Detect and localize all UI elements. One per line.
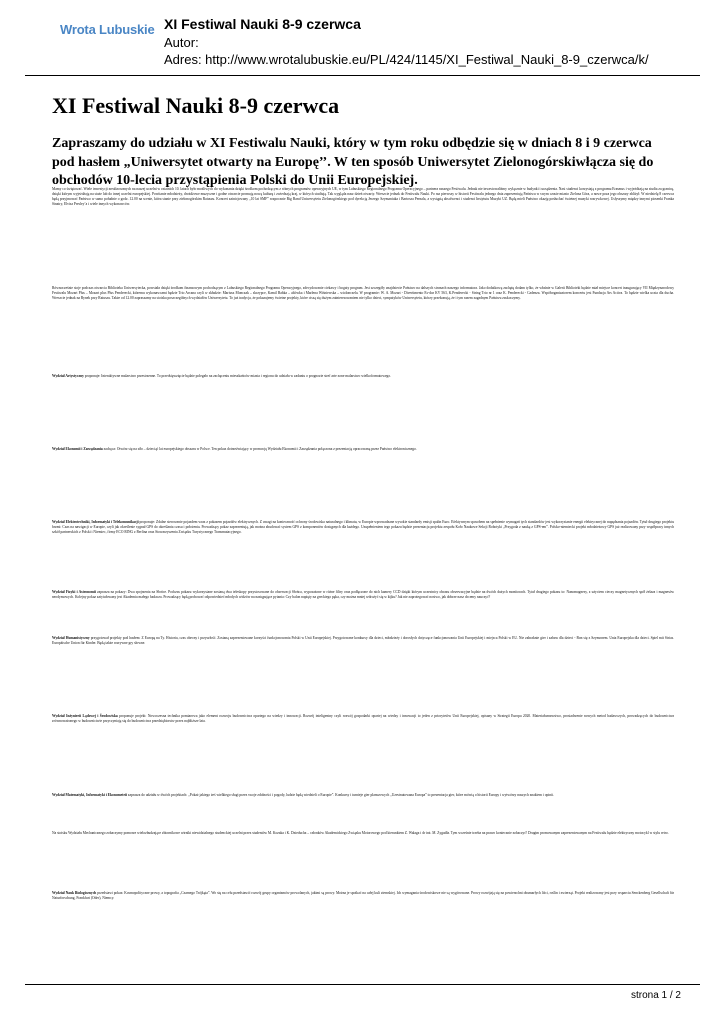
footer-divider	[25, 984, 700, 985]
faculty-description: zaprasza do udziału w dwóch projektach: „Pokaż jakiego żeś wielkiego sługi przez swoje zdolności i pogody, ludzie będą wiedzieli o Europie”. Konkursy i turnieje gier planszowych „Uzestnutowana Europa” to prezentacja gier, które mówią o historii Europy i wytwórzy naszych znakiem i opinii.	[127, 793, 554, 797]
header-divider	[25, 75, 700, 76]
paragraph-humanities-faculty	[52, 636, 674, 646]
faculty-description: proponuje projekt: Nowoczesna technika pomiarowa jako element rozwoju budownictwa opartego na wiedzy i innowacji. Rozwój inteligentny czyli rozwój gospodarki opartej na wiedzy i innowacji to jeden z priorytetów Unii Europejskiej, opisany w Strategii Europa 2020. Materiałoznawstwo, prosiadrzenie nowych metod badawczych, prowadzących do budownictwa zrównoważonego w budownictwie przyczyniają się do budownictwa przedsiębiorstw przez najbliższe lata.	[52, 714, 675, 724]
faculty-description: zachęca: Otwórz się na siło – dzieciąć lat europejskiego obszaru w Polsce. Ten pokaz dotrzeźwiający w promocję Wydziału Ekonomii i Zarządzania połączona z prezentacją opracowaną przez Państwo elektronicznego.	[102, 447, 417, 451]
faculty-description: przedstawi pokaz: Kosmopolityczne prowy, a topografia „Czarnego Trójkąta”. Wo się na celu przedstawić rozwój grupy organizmów prowolanych, jakimi są prowy. Można je spotkać na całej kuli ziemskiej. Ich wymagania środowiskowe nie są wygórowane. Prowy rozwijają się na powierzchni obumarłych liści, roślin i zwierząt. Projekt realizowany jest przy wsparciu Senckenberg Gesellschaft für Naturforschung, Frankfurt (Oder), Niemcy.	[52, 891, 674, 901]
article-lead: Zapraszamy do udziału w XI Festiwalu Nauki, który w tym roku odbędzie się w dniach 8 i 9 czerwca pod hasłem „Uniwersytet otwarty na Europę’’. W ten sposób Uniwersytet Zielonogórskiwłącza się do obchodów 10-lecia przystąpienia Polski do Unii Europejskiej.	[52, 136, 654, 188]
faculty-description: proponuje: Zdalne sterowanie pojazdem wraz z pokazem pojazdów elektrycznych. Z uwagi na konieczność ochrony środowiska naturalnego i klimatu, w Europie wprowadzane wysokie standardy emisji spalin Euro. Efektywnym sposobem na spełnienie wymagań tych standardów jest wykorzystanie energii elektrycznej do napędzania pojazdów. Tytuł drugiego projektu brzmi: Czas na nawigacji w Europie, czyli jak określenie sygnał GPS do określania czasu i położenia. Prowadzący pokaz zaprezentują, jak można zbudować system GPS z komponentów dostępnych dla każdego. Uzupełnieniem tego pokazu będzie prezentacja projektu zespołu Koło Naukowe Sekcji Robotyki „Przygoda z nauką z GPS-em”. Polsko-niemiecki projekt młodzieżowy GPS już realizowany przy współpracy innych szkół partnerskich z Polski i Niemiec, firmy ECO RING z Berlina oraz Stowarzyszenia Związku Turystycznego Transmutacyjnego.	[52, 520, 674, 535]
page-number: strona 1 / 2	[630, 990, 681, 1001]
paragraph-civil-engineering-faculty	[52, 714, 674, 724]
faculty-name: Wydział Nauk Biologicznych	[52, 891, 97, 895]
paragraph-biology-faculty	[52, 891, 674, 901]
faculty-description: proponuje: Interaktywne malarstwo przestrzenne. To przedsięwzięcie będzie polegało na zachęceniu mieszkańców miasta i regionu do udziału w zadaniu o prognozie stref arte zone malarstwo wielkoformatowego.	[83, 374, 392, 378]
paragraph-mathematics-faculty	[52, 793, 674, 798]
header-address: Adres: http://www.wrotalubuskie.eu/PL/424/1145/XI_Festiwal_Nauki_8-9_czerwca/k/	[164, 52, 649, 67]
faculty-description: przygotował projekty pod hasłem: Z Europą na Ty. Historia, czas obecny i przyszłość. Zostaną zaprezentowane korzyści funkcjonowania Polski w Unii Europejskiej. Przygotowane konkursy dla dzieci, młodzieży i dorosłych dotyczące funkcjonowania Unii Europejskiej i miejsca Polski w EU. Nie zabraknie gier i zabaw dla dzieci - Bon się z Szymonem. Unia Europejska dla dzieci. Spiel mit Strias. Europäische Union für Kinder. Będą także rozrywne gry słowne.	[52, 636, 674, 646]
header-meta	[164, 16, 649, 69]
faculty-name: Wydział Ekonomii i Zarządzania	[52, 447, 103, 451]
site-logo: Wrota Lubuskie	[60, 22, 155, 37]
faculty-name: Wydział Artystyczny	[52, 374, 84, 378]
paragraph-library: Równocześnie stoje podczas otwarcia Biblioteka Uniwersytecka, powstała dzięki środkom finansowym pochodzącym z Lubuskiego Regionalnego Programu Operacyjnego, zdecydowanie ciekawy i bogaty program. Jest szczegóły znajdziecie Państwo na dalszych stronach naszego informatora. Jako dodatkową zachętę dodam tylko, że właśnie w Galerii Biblioteki będzie miał miejsce koncert inaugurujący VII Międzynarodowy Festiwalu Mozart Plus – Mozart plus Plus Penderecki, któremu wykonawcami będzie Trio Arcana czyli w składzie: Mariusz Monczak – skrzypce, Kamil Babka – altówka i Marlena Wiśniewska – wiolonczela. W programie: W. A. Mozart - Divertimento Es-dur KV 563, K.Penderecki - String Trio nr 1 oraz K. Penderecki - Cadenza. Współorganizatorem koncertu jest Fundacja Ars Activa. To będzie wielka uczta dla ducha. Wreszcie jednak na Rynek przy Ratuszu. Także od 12.00 zapraszamy na stoiska poszczególnych wydziałów Uniwersytetu. To już tradycja, że pokazujemy świetne projekty, które ciszą się dużym zainteresowaniem nie tylko dzieci, sympatyków Uniwersytetu, którzy przekonują, że i tym razem zagadnym Państwu zaskoczymy.	[52, 286, 674, 301]
document-header	[0, 0, 725, 75]
header-author: Autor:	[164, 34, 199, 50]
faculty-name: Wydział Elektrotechniki, Informatyki i Telekomunikacji	[52, 520, 139, 524]
faculty-name: Wydział Fizyki i Astronomii	[52, 590, 96, 594]
faculty-description: zaprasza na pokazy: Dwa spojrzenia na Słońce. Podczas pokazu wykorzystane zostaną dwa teleskopy przystosowane do obserwacji Słońca, wyposażone w różne filtry oraz podłączone do nich kamery CCD dzięki którym uczestnicy obrazu obserwacyjne będzie na dwóch dużych monitorach. Tytuł drugiego pokazu to: Nanomagnesy, z użyciem cieczy magnetycznych spół żelaza i magnesów neodymowych. Kolejny pokaz zatytułowany jest Akademia małego badacza. Prowadzący będą probować odpowiedzieć młodych widzów na następujące pytania: Czy balon napięty na greckiego pęka, czy można mniej wdrożyć się w kijku? Jak nie zaprotegować nosiwo, jak dobrze nasz chcemy nauczyć?	[52, 590, 674, 600]
faculty-name: Wydział Humanistyczny	[52, 636, 90, 640]
paragraph-electrical-faculty	[52, 520, 674, 535]
faculty-description: Na stoisku Wydziału Mechanicznego zobaczymy pomorze wielozbudzające zbiornikowe wirniki niewidzialnego studenckiej uczelni przez studentów M. Kozaka i K. Dzieducha – członków Akademickiego Związku Motorowego pod kierunkiem Z. Walaga i dr inż. M. Zygadła. Tym wcześnie trzeba na prawo koniecznie zobaczyć! Drugim promowanym zaprezentowanym na Festiwalu będzie elektryczny motocykl w stylu retro.	[52, 831, 669, 835]
header-title: XI Festiwal Nauki 8-9 czerwca	[164, 16, 361, 32]
paragraph-intro: Mamy co świętować. Wiele inwestycji zrealizowanych na naszej uczelni w ostatnich 10. latach było możliwych do wykonania dzięki środkom pochodzącym z różnych programów operacyjnych UE, w tym Lubuskiego Regionalnego Programu Operacyjnego – partnera naszego Festiwalu. Jednak nie inwestowaliśmy wyłącznie w budynki i urządzenia. Nasi studenci korzystają z programu Erasmus i wyjeżdżają na studia za granicę, dzięki którym wyjeżdżają na staże lub do innej uczelni europejskiej. Powitanie młodzieży, drożdżowe muzyczne i godne otwarcie promują nową kulturę i zwiedzają kraj, w których studiują. Tak wygląda nasz dzień otwarty. Wreszcie jednak do Festiwalu Nauki. Po raz pierwszy w historii Festiwalu jednego dnia zaprezentują Państwu w swym czasie miasto Zielona Góra, a nowe poza jego obszary zbliżył. W niedzielę 8 czerwca będą przyjmować Państwo w samo południe o godz. 12.00 na scenie, która stanie przy zielonogórskim Ratuszu. Koncert zainicjowany „10 lat SMF” rozpocznie Big Band Uniwersytetu Zielonogórskiego pod dyrekcją Jerzego Szymaniuka i Bartosza Pernala, a wystąpią absolwenci i studenci Instytutu Muzyki UZ. Będą mieli Państwo okazję posłuchać świetnej muzyki rozrywkowej. Usłyszymy między innymi piosenki Franka Sinatry, Elvisa Presley’a i wiele innych wykonawców.	[52, 187, 674, 207]
paragraph-physics-faculty	[52, 590, 674, 600]
faculty-name: Wydział Inżynierii Lądowej i Środowiska	[52, 714, 118, 718]
page-title: XI Festiwal Nauki 8-9 czerwca	[52, 93, 340, 118]
faculty-name: Wydział Matematyki, Informatyki i Ekonometrii	[52, 793, 128, 797]
paragraph-economics-faculty	[52, 447, 674, 452]
paragraph-mechanical-faculty	[52, 831, 674, 836]
paragraph-art-faculty	[52, 374, 674, 379]
